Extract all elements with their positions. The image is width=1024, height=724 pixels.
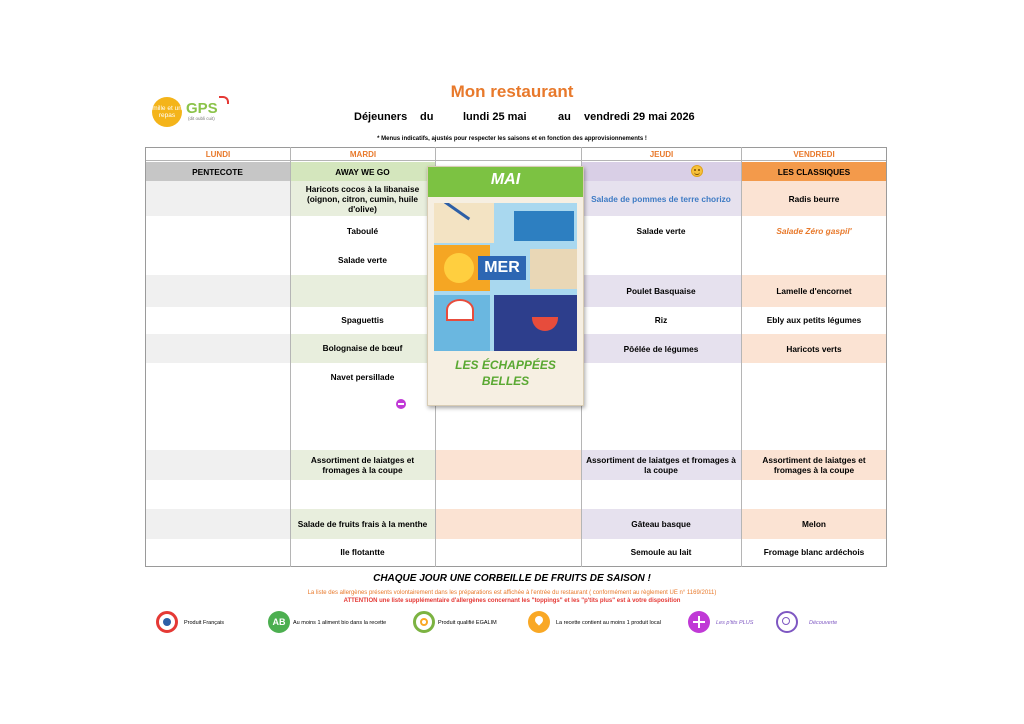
jeudi-laitage: Assortiment de laiatges et fromages à la coupe xyxy=(586,455,736,475)
start-date: lundi 25 mai xyxy=(463,111,527,123)
vendredi-legume: Haricots verts xyxy=(786,343,842,354)
gps-logo xyxy=(186,100,218,117)
mardi-entree3: Salade verte xyxy=(338,255,387,265)
mardi-plat: Bolognaise de bœuf xyxy=(322,343,403,353)
theme-lundi: PENTECOTE xyxy=(192,166,243,177)
gps-logo-text: GPS xyxy=(186,100,218,117)
day-header-mercredi xyxy=(436,148,581,161)
mille-logo-text: mille et un repas xyxy=(152,105,182,119)
organic-ab-icon: AB xyxy=(268,611,290,633)
jeudi-dessert1: Gâteau basque xyxy=(631,519,691,529)
jeudi-plat: Poulet Basquaise xyxy=(626,286,696,296)
legend-label-ptits-plus: Les p'tits PLUS xyxy=(716,620,754,626)
vendredi-entree2: Salade Zéro gaspil' xyxy=(776,226,852,236)
jeudi-dessert2: Semoule au lait xyxy=(630,547,692,557)
vendredi-plat: Lamelle d'encornet xyxy=(776,286,852,296)
legend-label-discovery: Découverte xyxy=(809,620,838,626)
day-header-vendredi: VENDREDI xyxy=(742,148,886,161)
theme-vendredi: LES CLASSIQUES xyxy=(777,166,851,177)
page-title: Mon restaurant xyxy=(450,82,574,101)
egalim-icon xyxy=(413,611,435,633)
fruits-banner: CHAQUE JOUR UNE CORBEILLE DE FRUITS DE SAISON ! xyxy=(373,573,651,584)
mardi-dessert1: Salade de fruits frais à la menthe xyxy=(297,519,428,529)
poster-month: MAI xyxy=(490,171,521,188)
poster-line1: LES ÉCHAPPÉES xyxy=(455,358,556,372)
ptits-plus-icon xyxy=(396,399,406,409)
day-header-mardi: MARDI xyxy=(291,148,435,161)
au-label: au xyxy=(558,111,571,123)
vendredi-feculent: Ebly aux petits légumes xyxy=(766,315,862,325)
poster-line2: BELLES xyxy=(481,374,530,388)
legend-label-egalim: Produit qualifié EGALIM xyxy=(438,620,497,626)
day-header-lundi: LUNDI xyxy=(146,148,290,161)
mardi-legume: Navet persillade xyxy=(330,372,395,382)
poster-tag: MER xyxy=(478,256,526,280)
smiley-icon xyxy=(691,165,703,177)
allergen-warning: ATTENTION une liste supplémentaire d'allergènes concernant les "toppings" et les "p'tits plus" est à votre disposition xyxy=(343,598,681,604)
local-product-icon xyxy=(528,611,550,633)
legend-label-local: La recette contient au moins 1 produit local xyxy=(556,620,661,626)
allergen-note: La liste des allergènes présents volontairement dans les préparations est affichée à l'entrée du restaurant ( conformément au règlement UE n° 1169/2011) xyxy=(307,590,717,596)
mardi-entree2: Taboulé xyxy=(346,226,379,236)
theme-mardi: AWAY WE GO xyxy=(335,166,390,177)
jeudi-legume: Pôélée de légumes xyxy=(623,343,699,354)
du-label: du xyxy=(420,111,434,123)
ptits-plus-legend-icon xyxy=(688,611,710,633)
disclaimer: * Menus indicatifs, ajustés pour respecter les saisons et en fonction des approvisionnements ! xyxy=(377,136,647,142)
gps-logo-subtitle: (dit oubli cuit) xyxy=(188,116,215,121)
day-header-jeudi: JEUDI xyxy=(582,148,741,161)
vendredi-entree: Radis beurre xyxy=(788,193,840,204)
mardi-dessert2: Ile flotantte xyxy=(340,547,385,557)
dejeuners-label: Déjeuners xyxy=(354,111,408,123)
end-date: vendredi 29 mai 2026 xyxy=(584,111,695,123)
discovery-icon xyxy=(776,611,798,633)
vendredi-dessert1: Melon xyxy=(802,519,826,529)
vendredi-laitage: Assortiment de laiatges et fromages à la coupe xyxy=(762,455,866,475)
jeudi-entree: Salade de pommes de terre chorizo xyxy=(591,193,731,204)
vendredi-dessert2: Fromage blanc ardéchois xyxy=(763,547,865,557)
echappees-belles-poster xyxy=(427,166,584,406)
french-product-icon xyxy=(156,611,178,633)
mardi-feculent: Spaguettis xyxy=(341,315,384,325)
jeudi-entree2: Salade verte xyxy=(636,226,686,236)
mardi-laitage: Assortiment de laiatges et fromages à la coupe xyxy=(310,455,415,475)
legend-label-bio: Au moins 1 aliment bio dans la recette xyxy=(293,620,387,626)
jeudi-feculent: Riz xyxy=(654,315,668,325)
legend-label-french: Produit Français xyxy=(184,620,225,626)
mardi-entree: Haricots cocos à la libanaise (oignon, citron, cumin, huile d'olive) xyxy=(305,183,420,214)
